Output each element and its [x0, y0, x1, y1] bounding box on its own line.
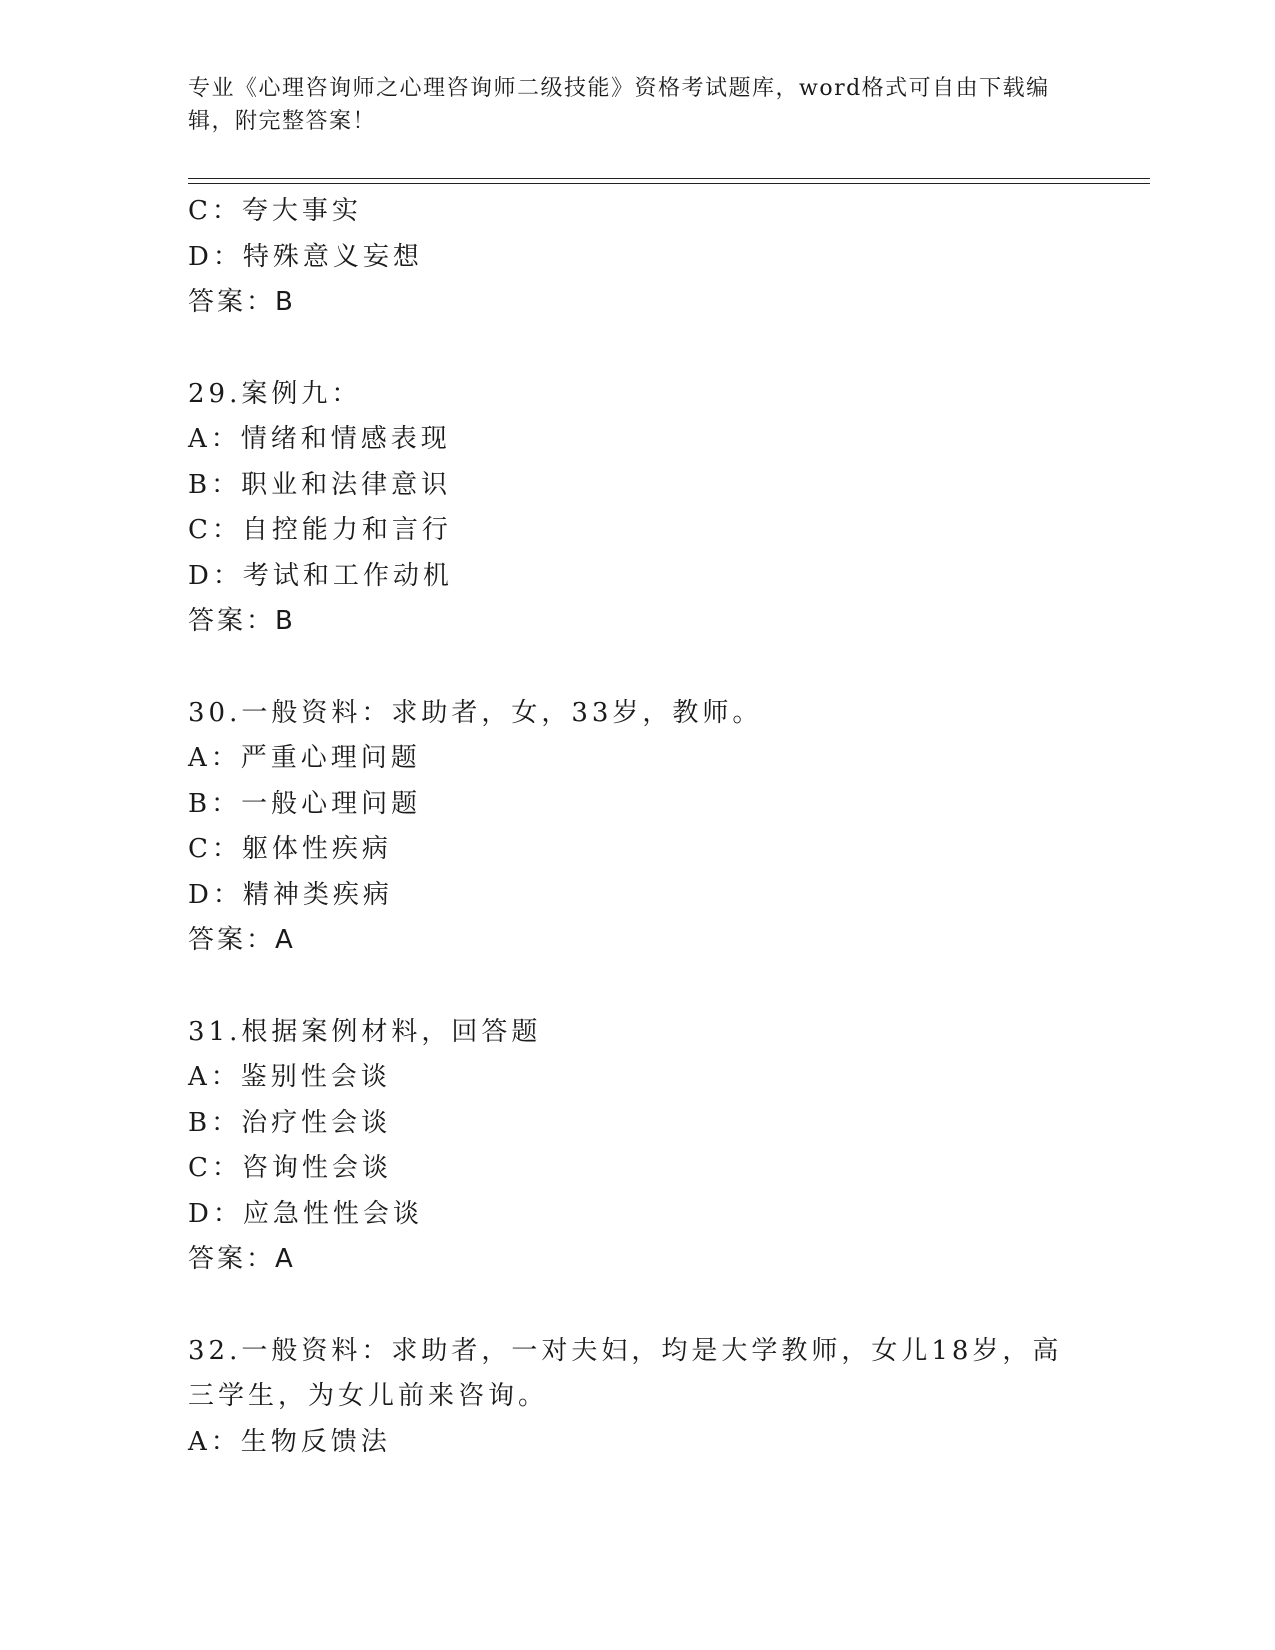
option-c: C：躯体性疾病 — [188, 834, 392, 864]
option-d: D：考试和工作动机 — [188, 560, 453, 591]
option-a: A：情绪和情感表现 — [188, 424, 451, 454]
answer-line: 答案：A — [188, 1244, 296, 1274]
option-c: C：咨询性会谈 — [188, 1153, 392, 1183]
question-text: 31.根据案例材料，回答题 — [188, 1016, 542, 1047]
answer-line: 答案：B — [188, 287, 296, 317]
question-block — [188, 1010, 1088, 1283]
question-block — [188, 189, 1088, 326]
option-b: B：治疗性会谈 — [188, 1107, 392, 1138]
question-block — [188, 691, 1088, 964]
option-d: D：精神类疾病 — [188, 879, 393, 910]
question-block — [188, 372, 1088, 645]
header-rule-bottom — [188, 183, 1150, 184]
option-a: A：严重心理问题 — [188, 743, 421, 773]
question-list — [188, 189, 1088, 1465]
page-header: 专业《心理咨询师之心理咨询师二级技能》资格考试题库，word格式可自由下载编辑，附完整答案！ — [188, 76, 1050, 134]
answer-line: 答案：B — [188, 606, 296, 636]
option-a: A：鉴别性会谈 — [188, 1062, 391, 1092]
question-text: 32.一般资料：求助者，一对夫妇，均是大学教师，女儿18岁，高三学生，为女儿前来咨询。 — [188, 1335, 1063, 1411]
header-rule-top — [188, 178, 1150, 179]
question-block — [188, 1329, 1088, 1466]
answer-line: 答案：A — [188, 925, 296, 955]
option-b: B：一般心理问题 — [188, 788, 422, 819]
option-c: C：夸大事实 — [188, 196, 362, 226]
option-d: D：特殊意义妄想 — [188, 241, 423, 272]
question-text: 29.案例九： — [188, 378, 362, 409]
question-text: 30.一般资料：求助者，女，33岁，教师。 — [188, 697, 763, 728]
option-a: A：生物反馈法 — [188, 1426, 391, 1457]
option-b: B：职业和法律意识 — [188, 469, 452, 500]
option-c: C：自控能力和言行 — [188, 515, 452, 545]
option-d: D：应急性性会谈 — [188, 1198, 423, 1229]
